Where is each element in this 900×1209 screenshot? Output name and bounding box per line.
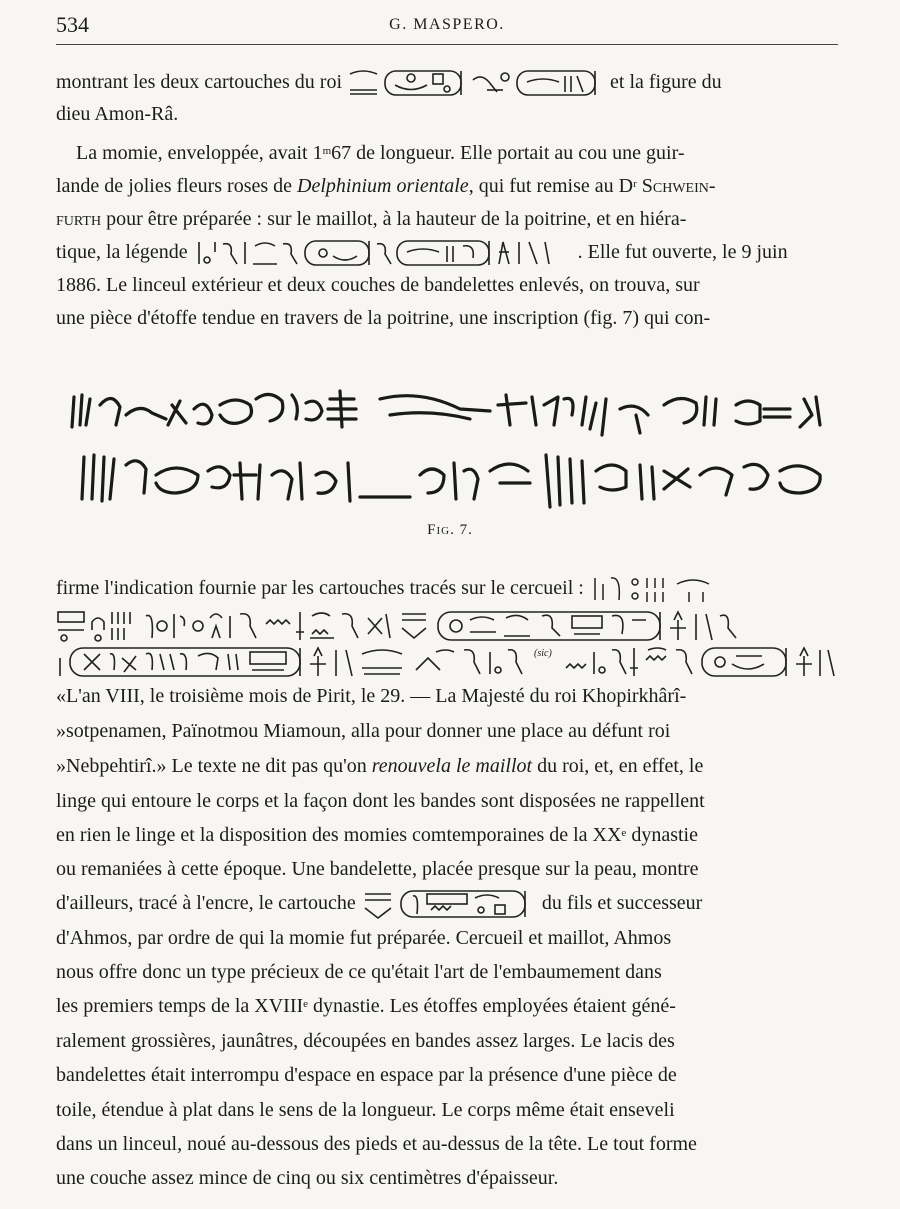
text-line-13: »sotpenamen, Païnotmou Miamoun, alla pour donner une place au défunt roi [56, 720, 671, 742]
text-line-12: «L'an VIII, le troisième mois de Pirit, le 29. — La Majesté du roi Khopirkhârî- [56, 685, 687, 707]
sic-annotation: (sic) [534, 648, 552, 659]
text-run: La momie, enveloppée, avait 1 [76, 142, 323, 164]
text-line-17: ou remaniées à cette époque. Une bandelette, placée presque sur la peau, montre [56, 858, 699, 880]
text-run: »Nebpehtirî.» Le texte ne dit pas qu'on [56, 755, 372, 777]
italic-run: Delphinium orientale [297, 175, 469, 197]
royal-cartouche-glyphs [347, 68, 605, 98]
page-header [56, 12, 838, 38]
text-line-23: bandelettes était interrompu d'espace en espace par la présence d'une pièce de [56, 1064, 677, 1086]
text-line-1 [56, 66, 840, 98]
text-run: , qui fut remise au D [468, 175, 634, 197]
text-line-22: ralement grossières, jaunâtres, découpées en bandes assez larges. Le lacis des [56, 1030, 675, 1052]
header-rule [56, 44, 838, 45]
hieroglyph-row-1 [56, 608, 842, 644]
text-run: en rien le linge et la disposition des momies comtemporaines de la XX [56, 824, 622, 846]
text-line-2: dieu Amon-Râ. [56, 103, 179, 125]
superscript: r [633, 178, 637, 190]
text-line-26: une couche assez mince de cinq ou six centimètres d'épaisseur. [56, 1167, 559, 1189]
text-line-18 [56, 887, 840, 921]
text-run: dynastie [626, 824, 698, 846]
text-run: dynastie. Les étoffes employées étaient géné- [308, 995, 676, 1017]
superscript: m [322, 145, 332, 157]
italic-run: renouvela le maillot [371, 755, 533, 777]
hieroglyph-date-glyphs [589, 574, 719, 604]
text-line-15: linge qui entoure le corps et la façon dont les bandes sont disposées ne rappellent [56, 790, 705, 812]
text-line-14 [56, 750, 840, 782]
small-caps-run: Schwein- [636, 175, 716, 197]
text-line-9 [56, 572, 840, 604]
running-head: G. MASPERO. [389, 16, 505, 33]
text-line-16 [56, 819, 840, 851]
text-run: pour être préparée : sur le maillot, à la hauteur de la poitrine, et en hiéra- [101, 208, 687, 230]
text-line-3 [56, 137, 840, 169]
hieratic-legend-glyphs [193, 238, 573, 268]
small-caps-run: furth [56, 208, 102, 230]
figure-caption: Fig. 7. [427, 522, 473, 538]
text-run: lande de jolies fleurs roses de [56, 175, 298, 197]
page-number: 534 [56, 12, 89, 37]
text-line-5 [56, 203, 840, 235]
successor-cartouche-glyphs [361, 888, 537, 920]
text-line-4 [56, 170, 840, 202]
hieroglyph-row-2 [56, 644, 842, 680]
text-line-24: toile, étendue à plat dans le sens de la longueur. Le corps même était enseveli [56, 1099, 675, 1121]
text-line-8: une pièce d'étoffe tendue en travers de la poitrine, une inscription (fig. 7) qui con- [56, 307, 711, 329]
text-run: 67 de longueur. Elle portait au cou une guir- [331, 142, 685, 164]
text-line-20: nous offre donc un type précieux de ce qu'était l'art de l'embaumement dans [56, 961, 662, 983]
text-line-7: 1886. Le linceul extérieur et deux couches de bandelettes enlevés, on trouva, sur [56, 274, 700, 296]
text-line-19: d'Ahmos, par ordre de qui la momie fut préparée. Cercueil et maillot, Ahmos [56, 927, 672, 949]
superscript: e [621, 827, 627, 839]
text-line-25: dans un linceul, noué au-dessous des pieds et au-dessus de la tête. Le tout forme [56, 1133, 697, 1155]
text-run: et la figure du [610, 71, 722, 93]
figure-7-hieratic-inscription [60, 375, 850, 515]
text-line-6 [56, 236, 840, 268]
text-run: montrant les deux cartouches du roi [56, 71, 343, 93]
text-line-21 [56, 990, 840, 1022]
text-run: firme l'indication fournie par les cartouches tracés sur le cercueil : [56, 577, 584, 599]
superscript: e [303, 998, 309, 1010]
text-run: tique, la légende [56, 241, 188, 263]
text-run: . Elle fut ouverte, le 9 juin [577, 241, 788, 263]
text-run: d'ailleurs, tracé à l'encre, le cartouche [56, 892, 356, 914]
text-run: du fils et successeur [541, 892, 703, 914]
text-run: du roi, et, en effet, le [532, 755, 704, 777]
text-run: les premiers temps de la XVIII [56, 995, 304, 1017]
